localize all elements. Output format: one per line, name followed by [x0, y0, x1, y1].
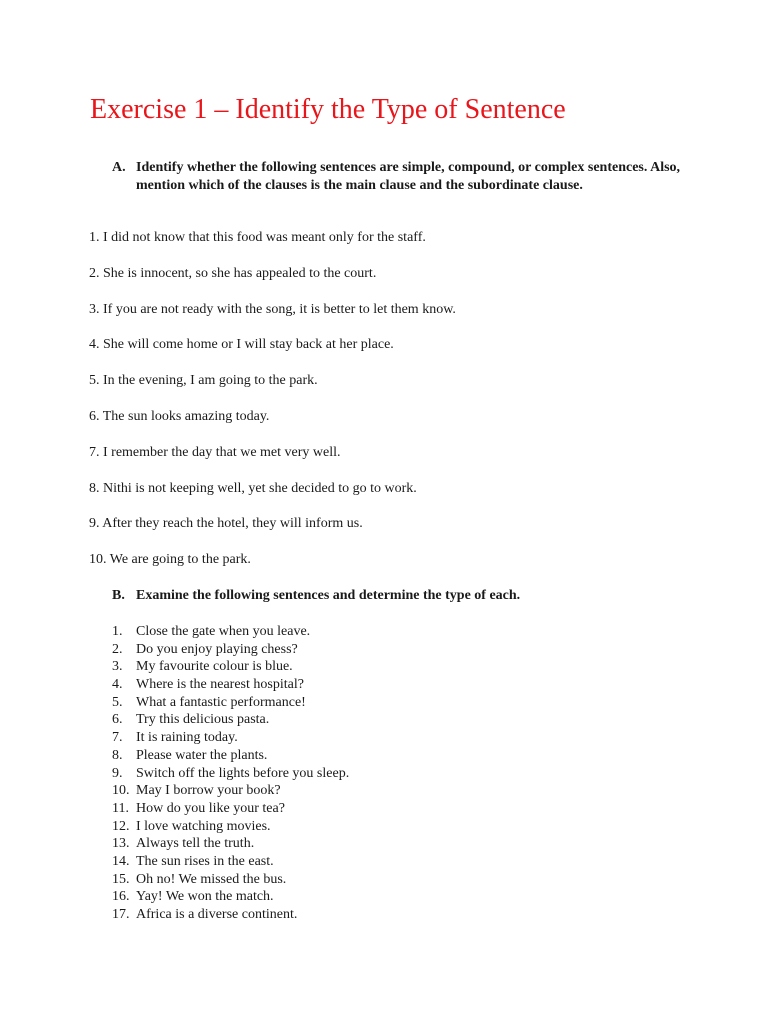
page-title: Exercise 1 – Identify the Type of Sentence: [90, 94, 566, 125]
item-number: 3.: [112, 659, 123, 675]
section-b-heading: [112, 587, 520, 605]
item-text: May I borrow your book?: [136, 783, 281, 799]
list-item: [112, 676, 349, 694]
list-item: [112, 641, 349, 659]
item-text: Oh no! We missed the bus.: [136, 871, 287, 887]
item-number: 10.: [112, 783, 130, 799]
item-text: I love watching movies.: [136, 818, 271, 834]
list-item: [112, 782, 349, 800]
section-a-letter: A.: [112, 160, 126, 175]
list-item: [112, 906, 349, 924]
item-number: 8.: [112, 747, 123, 763]
list-item: 2. She is innocent, so she has appealed to the court.: [89, 265, 377, 281]
item-text: Do you enjoy playing chess?: [136, 641, 298, 657]
section-b-letter: B.: [112, 588, 125, 603]
item-number: 17.: [112, 907, 130, 922]
list-item: [112, 871, 349, 889]
list-item: [112, 853, 349, 871]
item-text: It is raining today.: [136, 730, 238, 746]
section-b-list: [112, 623, 349, 924]
list-item: 8. Nithi is not keeping well, yet she decided to go to work.: [89, 480, 417, 496]
item-text: How do you like your tea?: [136, 800, 285, 816]
item-number: 11.: [112, 800, 129, 816]
list-item: [112, 800, 349, 818]
item-text: Yay! We won the match.: [136, 889, 274, 905]
item-text: Always tell the truth.: [136, 836, 255, 852]
item-text: Where is the nearest hospital?: [136, 677, 304, 693]
item-text: Close the gate when you leave.: [136, 624, 311, 639]
list-item: [112, 765, 349, 783]
list-item: 10. We are going to the park.: [89, 552, 251, 568]
item-number: 7.: [112, 730, 123, 746]
list-item: [112, 623, 349, 641]
list-item: [112, 658, 349, 676]
item-text: Switch off the lights before you sleep.: [136, 765, 350, 781]
list-item: [112, 711, 349, 729]
item-number: 4.: [112, 677, 123, 693]
item-number: 14.: [112, 853, 130, 869]
item-text: Try this delicious pasta.: [136, 712, 270, 728]
list-item: [112, 888, 349, 906]
list-item: 1. I did not know that this food was meant only for the staff.: [89, 230, 426, 245]
item-number: 9.: [112, 765, 123, 781]
list-item: 3. If you are not ready with the song, it is better to let them know.: [89, 301, 456, 317]
list-item: [112, 747, 349, 765]
section-b-instruction: Examine the following sentences and determine the type of each.: [136, 588, 521, 603]
item-number: 13.: [112, 836, 130, 852]
item-number: 16.: [112, 889, 130, 905]
item-number: 1.: [112, 624, 123, 639]
list-item: 4. She will come home or I will stay back at her place.: [89, 337, 394, 353]
item-text: Africa is a diverse continent.: [136, 907, 298, 922]
item-number: 5.: [112, 694, 123, 710]
item-number: 6.: [112, 712, 123, 728]
list-item: [112, 835, 349, 853]
item-text: The sun rises in the east.: [136, 853, 274, 869]
list-item: 9. After they reach the hotel, they will inform us.: [89, 516, 363, 532]
list-item: [112, 729, 349, 747]
list-item: [112, 818, 349, 836]
item-number: 2.: [112, 641, 123, 657]
list-item: 7. I remember the day that we met very well.: [89, 444, 341, 460]
section-a-heading: [112, 159, 682, 194]
list-item: 5. In the evening, I am going to the park.: [89, 373, 318, 389]
section-a-list: [89, 229, 456, 587]
section-a-instruction: Identify whether the following sentences are simple, compound, or complex sentences. Also, mention which of the clauses is the main clause and the subordinate clause.: [136, 160, 681, 193]
item-number: 12.: [112, 818, 130, 834]
item-text: Please water the plants.: [136, 747, 268, 763]
list-item: 6. The sun looks amazing today.: [89, 408, 270, 424]
item-text: My favourite colour is blue.: [136, 659, 293, 675]
item-number: 15.: [112, 871, 130, 887]
list-item: [112, 694, 349, 712]
item-text: What a fantastic performance!: [136, 694, 306, 710]
